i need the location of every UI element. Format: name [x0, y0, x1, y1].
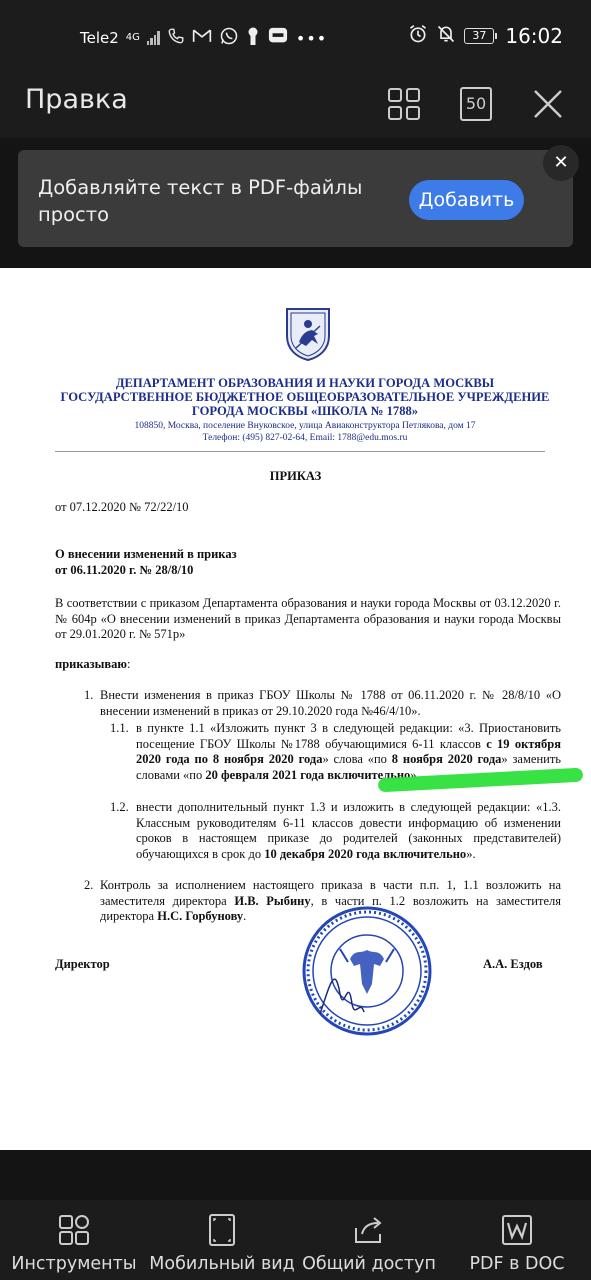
item-2-part-d: Н.С. Горбунову: [157, 909, 244, 923]
bottom-toolbar: [0, 1200, 591, 1280]
org-line-1: ДЕПАРТАМЕНТ ОБРАЗОВАНИЯ И НАУКИ ГОРОДА МОСКВЫ: [115, 376, 495, 390]
pdf-page[interactable]: [0, 268, 591, 1150]
page-title: Правка: [25, 84, 128, 115]
phone-icon: [167, 27, 185, 49]
subject-line-2: от 06.11.2020 г. № 28/8/10: [55, 563, 194, 577]
item-1-2-part-b: 10 декабря 2020 года включительно: [264, 846, 467, 861]
contacts-line: Телефон: (495) 827-02-64, Email: 1788@edu.mos.ru: [202, 433, 408, 443]
document-date: от 07.12.2020 № 72/22/10: [55, 500, 189, 514]
organization-address: [50, 420, 560, 444]
page-count: 50: [460, 87, 492, 121]
item-1-2-text: [136, 800, 561, 862]
document-title: ПРИКАЗ: [269, 469, 322, 483]
close-icon: [532, 88, 564, 120]
thumbnails-button[interactable]: [382, 82, 426, 126]
item-1-1-part-c: » слова «по: [322, 752, 392, 766]
org-line-2: ГОСУДАРСТВЕННОЕ БЮДЖЕТНОЕ ОБЩЕОБРАЗОВАТЕЛЬНОЕ УЧРЕЖДЕНИЕ: [60, 390, 550, 404]
promo-banner: [18, 150, 573, 247]
close-button[interactable]: [526, 82, 570, 126]
item-2-part-b: И.В. Рыбину: [234, 893, 311, 908]
org-line-3: ГОРОДА МОСКВЫ «ШКОЛА № 1788»: [191, 404, 419, 418]
more-icon: •••: [295, 28, 328, 48]
gmail-icon: [192, 28, 212, 48]
status-right: [408, 24, 563, 48]
item-2-number: 2.: [84, 878, 94, 892]
keyhole-icon: [246, 26, 260, 50]
signal-icon: [147, 31, 160, 45]
item-2-part-e: .: [243, 909, 247, 923]
mute-icon: [436, 24, 456, 48]
preamble: В соответствии с приказом Департамента образования и науки города Москвы от 03.12.2020 г. № 604р «О внесении изменений в приказ Департамента образования и науки города Москвы от 29.01.2020 г. № 571р»: [55, 596, 561, 641]
header-divider: [55, 451, 545, 452]
mobile-view-icon: [204, 1212, 240, 1248]
item-1-1-part-e: » заменить словами «по: [136, 752, 561, 782]
word-icon: [499, 1212, 535, 1248]
order-word-bold: приказываю: [55, 657, 127, 671]
mobile-view-button[interactable]: [149, 1200, 295, 1280]
item-1-1-part-b: с 19 октября 2020 года по 8 ноября 2020 года: [136, 736, 561, 766]
add-button[interactable]: Добавить: [409, 180, 524, 220]
subject-line-1: О внесении изменений в приказ: [55, 547, 237, 561]
organization-header: [50, 376, 560, 418]
address-line: 108850, Москва, поселение Внуковское, улица Авиаконструктора Петлякова, дом 17: [134, 421, 476, 431]
item-1-2-part-c: ».: [466, 846, 476, 861]
app-bar: [0, 72, 591, 138]
order-colon: :: [126, 657, 131, 671]
close-icon: ✕: [553, 152, 569, 173]
network-type: 4G: [125, 32, 140, 43]
order-word: [55, 657, 130, 673]
carrier-name: Tele2: [80, 29, 119, 47]
mobile-view-label: Мобильный вид: [149, 1254, 295, 1274]
moscow-emblem-icon: [284, 306, 332, 362]
item-1-1-part-a: в пункте 1.1 «Изложить пункт 3 в следующей редакции: «3. Приостановить посещение ГБОУ Школы №1788 обучающимися 6-11 классов: [136, 721, 561, 751]
grid-icon: [387, 87, 421, 121]
pdf-to-doc-label: PDF в DOC: [469, 1254, 565, 1274]
share-button[interactable]: [302, 1200, 436, 1280]
page-count-button[interactable]: [454, 82, 498, 126]
item-1-2-part-a: внести дополнительный пункт 1.3 и изложить в следующей редакции: «1.3. Классным руководителям 6-11 классов довести информацию об изменении сроков в настоящем приказе до родителей (законных представителей) обучающихся в срок до: [136, 800, 561, 861]
tools-icon: [56, 1212, 92, 1248]
item-1-1-number: 1.1.: [110, 721, 129, 735]
status-bar: [0, 0, 591, 72]
battery-icon: [464, 28, 497, 44]
share-icon: [351, 1212, 387, 1248]
clock: 16:02: [505, 24, 563, 48]
alarm-icon: [408, 24, 428, 48]
message-icon: [267, 26, 289, 50]
item-1-1-part-g: ».: [410, 767, 420, 782]
item-1-1-part-d: 8 ноября 2020 года: [391, 752, 502, 766]
item-1-text: Внести изменения в приказ ГБОУ Школы № 1788 от 06.11.2020 г. № 28/8/10 «О внесении изменений в приказ от 29.10.2020 года №46/4/10».: [100, 688, 561, 718]
status-left: [80, 26, 327, 50]
tools-button[interactable]: [12, 1200, 136, 1280]
signer-name: А.А. Ездов: [483, 957, 543, 971]
banner-text: Добавляйте текст в PDF-файлы просто: [38, 176, 363, 226]
official-stamp-icon: [300, 904, 434, 1038]
tools-label: Инструменты: [11, 1254, 137, 1274]
item-2-part-c: , в части п. 1.2 возложить на заместителя директора: [100, 893, 561, 923]
banner-close-button[interactable]: [543, 145, 579, 181]
whatsapp-icon: [219, 26, 239, 50]
pdf-to-doc-button[interactable]: [468, 1200, 566, 1280]
item-1-1-part-f: 20 февраля 2021 года включительно: [205, 767, 411, 782]
item-2-part-a: Контроль за исполнением настоящего приказа в части п.п. 1, 1.1 возложить на заместителя директора: [100, 878, 561, 908]
item-1-2-number: 1.2.: [110, 800, 129, 814]
battery-level: 37: [464, 28, 494, 44]
signer-role: Директор: [55, 957, 110, 971]
viewer-background-bottom: [0, 1150, 591, 1200]
share-label: Общий доступ: [302, 1254, 436, 1274]
item-1-number: 1.: [84, 688, 94, 702]
